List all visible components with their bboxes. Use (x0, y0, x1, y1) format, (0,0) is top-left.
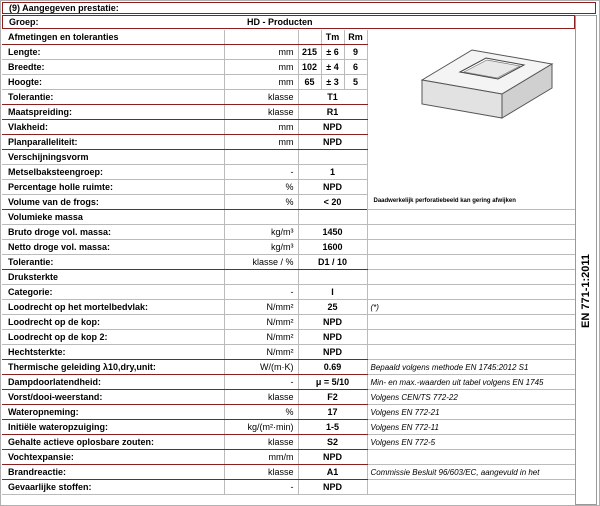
property-note (367, 315, 575, 330)
property-unit: - (224, 285, 298, 300)
property-value: S2 (298, 435, 367, 450)
property-note: Volgens EN 772-5 (367, 435, 575, 450)
property-unit: kg/m³ (224, 225, 298, 240)
property-value: 17 (298, 405, 367, 420)
standard-label: EN 771-1:2011 (580, 254, 592, 328)
property-value: 1 (298, 165, 367, 180)
dimension-value: 65 (298, 75, 321, 90)
property-value: 1600 (298, 240, 367, 255)
property-label: Planparalleliteit: (2, 135, 224, 150)
property-label: Bruto droge vol. massa: (2, 225, 224, 240)
property-unit: N/mm² (224, 315, 298, 330)
property-note (367, 225, 575, 240)
dimension-value: 102 (298, 60, 321, 75)
property-row (2, 270, 575, 285)
property-label: Dampdoorlatendheid: (2, 375, 224, 390)
property-value: R1 (298, 105, 367, 120)
section-title: (9) Aangegeven prestatie: (2, 2, 596, 14)
property-note (367, 285, 575, 300)
property-label: Vochtexpansie: (2, 450, 224, 465)
property-note: (*) (367, 300, 575, 315)
property-value: D1 / 10 (298, 255, 367, 270)
dimension-rm: 9 (344, 45, 367, 60)
property-row (2, 375, 575, 390)
property-unit: kg/(m²·min) (224, 420, 298, 435)
property-row (2, 330, 575, 345)
dimension-label: Hoogte: (2, 75, 224, 90)
group-label: Groep: (9, 17, 39, 27)
property-value: NPD (298, 480, 367, 495)
property-row (2, 450, 575, 465)
property-label: Volume van de frogs: (2, 195, 224, 210)
tm-header: Tm (321, 30, 344, 45)
property-label: Metselbaksteengroep: (2, 165, 224, 180)
property-unit: - (224, 480, 298, 495)
property-unit: klasse (224, 390, 298, 405)
dimension-unit: mm (224, 75, 298, 90)
dimension-label: Lengte: (2, 45, 224, 60)
property-value: NPD (298, 180, 367, 195)
property-label: Hechtsterkte: (2, 345, 224, 360)
property-unit: mm (224, 120, 298, 135)
property-label: Netto droge vol. massa: (2, 240, 224, 255)
dimension-label: Breedte: (2, 60, 224, 75)
property-label: Brandreactie: (2, 465, 224, 480)
property-unit: - (224, 375, 298, 390)
property-row (2, 405, 575, 420)
rm-header: Rm (344, 30, 367, 45)
property-unit (224, 150, 298, 165)
property-unit: % (224, 180, 298, 195)
property-unit: kg/m³ (224, 240, 298, 255)
property-unit (224, 210, 298, 225)
standard-vertical-label-box (575, 15, 597, 505)
property-label: Initiële wateropzuiging: (2, 420, 224, 435)
property-label: Tolerantie: (2, 90, 224, 105)
dims-header-label: Afmetingen en toleranties (2, 30, 224, 45)
property-value: NPD (298, 315, 367, 330)
property-note: Commissie Besluit 96/603/EC, aangevuld in het (367, 465, 575, 480)
property-row (2, 240, 575, 255)
property-row (2, 360, 575, 375)
property-value: 1450 (298, 225, 367, 240)
property-unit: W/(m·K) (224, 360, 298, 375)
property-row (2, 480, 575, 495)
property-row (2, 255, 575, 270)
property-label: Vlakheid: (2, 120, 224, 135)
property-unit: klasse (224, 435, 298, 450)
property-unit: N/mm² (224, 330, 298, 345)
property-unit: klasse (224, 105, 298, 120)
group-value: HD - Producten (247, 17, 313, 27)
property-value: NPD (298, 135, 367, 150)
property-note (367, 480, 575, 495)
property-value: F2 (298, 390, 367, 405)
property-unit: N/mm² (224, 345, 298, 360)
property-value (298, 270, 367, 285)
property-unit (224, 270, 298, 285)
property-value: 25 (298, 300, 367, 315)
property-unit: klasse / % (224, 255, 298, 270)
property-note (367, 270, 575, 285)
property-unit: % (224, 195, 298, 210)
property-value: < 20 (298, 195, 367, 210)
dimension-rm: 5 (344, 75, 367, 90)
property-label: Vorst/dooi-weerstand: (2, 390, 224, 405)
property-unit: mm/m (224, 450, 298, 465)
property-row (2, 420, 575, 435)
property-note: Volgens EN 772-21 (367, 405, 575, 420)
property-row (2, 225, 575, 240)
property-note (367, 345, 575, 360)
group-row (2, 15, 575, 29)
property-label: Categorie: (2, 285, 224, 300)
property-value (298, 210, 367, 225)
perforated-brick-illustration (412, 42, 562, 122)
property-value: NPD (298, 345, 367, 360)
property-value: T1 (298, 90, 367, 105)
dimension-value: 215 (298, 45, 321, 60)
property-value: NPD (298, 120, 367, 135)
property-label: Loodrecht op de kop: (2, 315, 224, 330)
property-unit: - (224, 165, 298, 180)
property-value: A1 (298, 465, 367, 480)
property-label: Maatspreiding: (2, 105, 224, 120)
property-unit: mm (224, 135, 298, 150)
dimension-unit: mm (224, 60, 298, 75)
property-value: I (298, 285, 367, 300)
property-label: Verschijningsvorm (2, 150, 224, 165)
property-value: NPD (298, 450, 367, 465)
property-value: μ = 5/10 (298, 375, 367, 390)
property-note: Volgens EN 772-11 (367, 420, 575, 435)
property-unit: N/mm² (224, 300, 298, 315)
property-note (367, 210, 575, 225)
property-row (2, 390, 575, 405)
property-value: NPD (298, 330, 367, 345)
property-row (2, 210, 575, 225)
property-value: 0.69 (298, 360, 367, 375)
property-note (367, 240, 575, 255)
property-row (2, 315, 575, 330)
property-label: Loodrecht op het mortelbedvlak: (2, 300, 224, 315)
property-label: Gevaarlijke stoffen: (2, 480, 224, 495)
property-label: Volumieke massa (2, 210, 224, 225)
property-value: 1-5 (298, 420, 367, 435)
property-note: Bepaald volgens methode EN 1745:2012 S1 (367, 360, 575, 375)
property-label: Wateropneming: (2, 405, 224, 420)
property-unit: klasse (224, 90, 298, 105)
property-label: Gehalte actieve oplosbare zouten: (2, 435, 224, 450)
dimension-tm: ± 3 (321, 75, 344, 90)
property-unit: % (224, 405, 298, 420)
property-note: Volgens CEN/TS 772-22 (367, 390, 575, 405)
dimension-rm: 6 (344, 60, 367, 75)
property-row (2, 465, 575, 480)
property-label: Tolerantie: (2, 255, 224, 270)
dimension-tm: ± 4 (321, 60, 344, 75)
property-note (367, 255, 575, 270)
property-note (367, 450, 575, 465)
property-row (2, 435, 575, 450)
property-label: Thermische geleiding λ10,dry,unit: (2, 360, 224, 375)
property-note (367, 330, 575, 345)
property-label: Loodrecht op de kop 2: (2, 330, 224, 345)
image-caption: Daadwerkelijk perforatiebeeld kan gering afwijken (373, 198, 516, 204)
dimension-unit: mm (224, 45, 298, 60)
property-row (2, 300, 575, 315)
property-label: Percentage holle ruimte: (2, 180, 224, 195)
property-note: Min- en max.-waarden uit tabel volgens EN 1745 (367, 375, 575, 390)
property-value (298, 150, 367, 165)
property-label: Druksterkte (2, 270, 224, 285)
property-row (2, 345, 575, 360)
property-row (2, 285, 575, 300)
dimension-tm: ± 6 (321, 45, 344, 60)
property-unit: klasse (224, 465, 298, 480)
